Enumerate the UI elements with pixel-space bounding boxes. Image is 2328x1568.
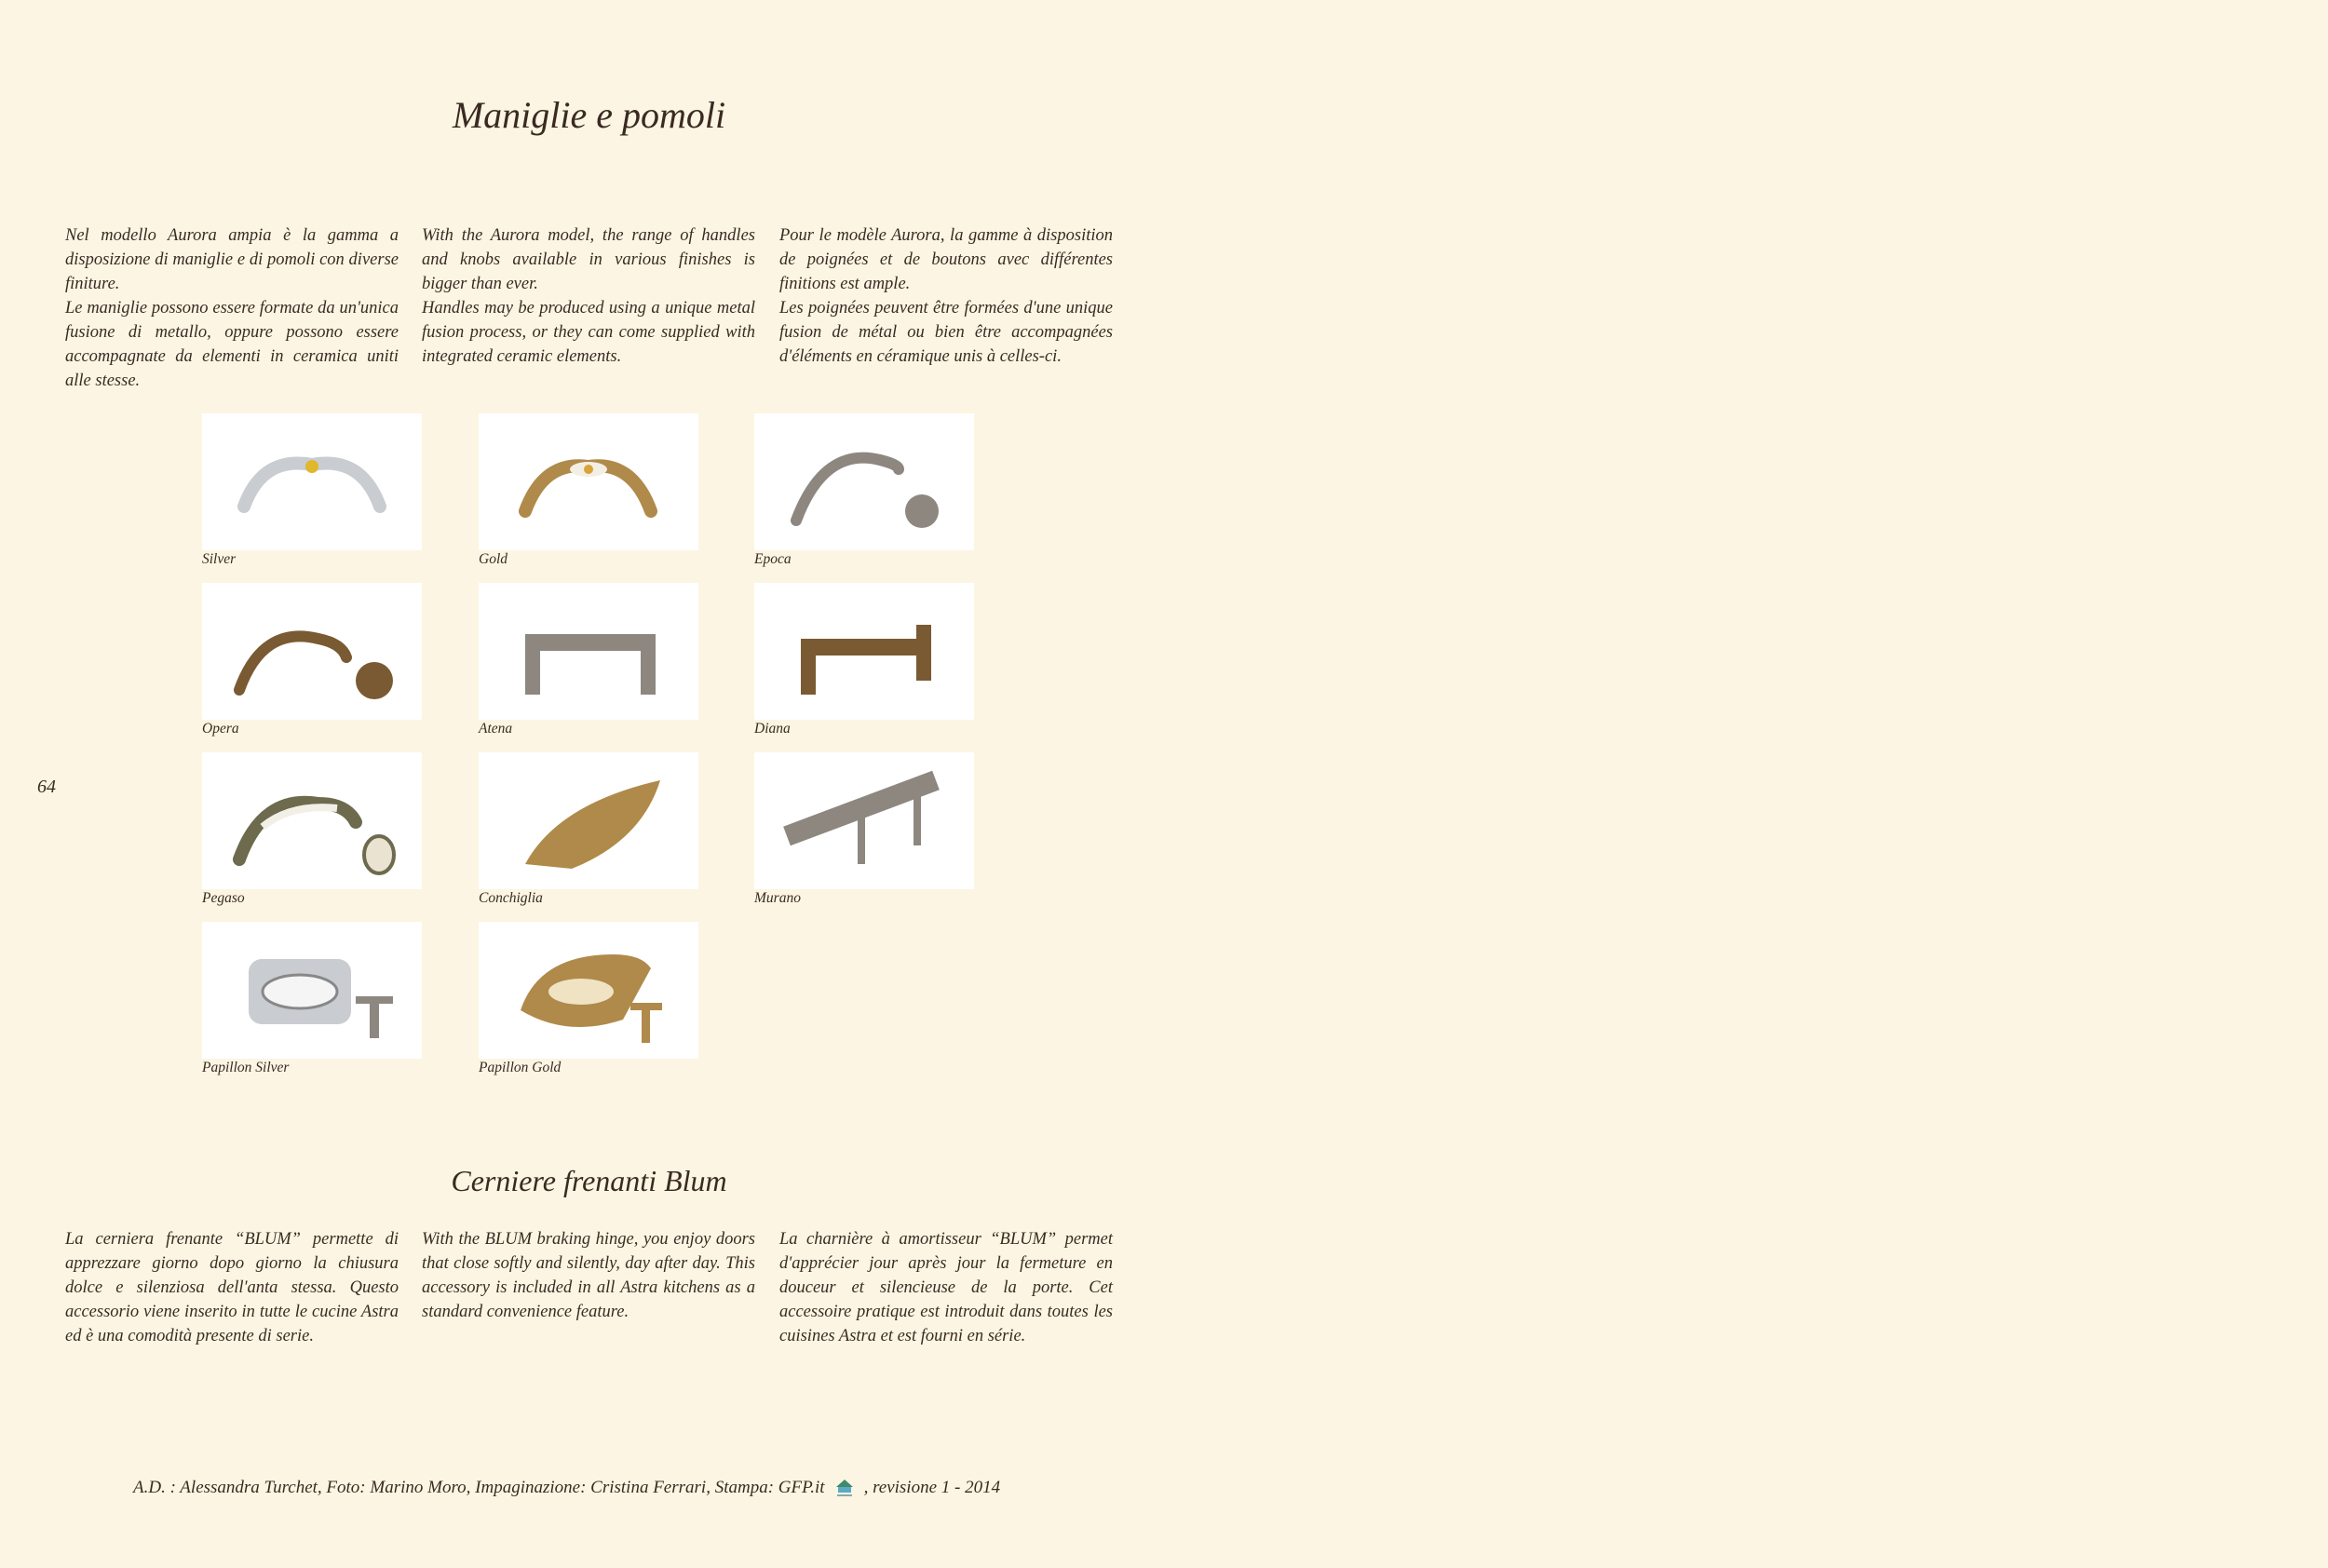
handle-photo-conchiglia <box>479 752 698 889</box>
handle-caption-gold: Gold <box>479 551 508 567</box>
intro-italian-p2: Le maniglie possono essere formate da un'unica fusione di metallo, oppure possono essere accompagnate da elementi in ceramica uniti alle stesse. <box>65 299 399 390</box>
handle-image <box>207 588 417 715</box>
handle-caption-opera: Opera <box>202 721 239 737</box>
credits-text: A.D. : Alessandra Turchet, Foto: Marino Moro, Impaginazione: Cristina Ferrari, Stampa: GFP.it <box>133 1478 825 1497</box>
intro-english <box>422 223 755 369</box>
handle-photo-diana <box>754 583 974 720</box>
handle-photo-epoca <box>754 413 974 550</box>
page-number: 64 <box>37 777 56 797</box>
handle-image <box>483 418 694 546</box>
handle-photo-papillon-gold <box>479 922 698 1059</box>
handle-image <box>759 757 969 885</box>
intro-english-p1: With the Aurora model, the range of handles and knobs available in various finishes is bigger than ever. <box>422 226 755 293</box>
handle-image <box>759 588 969 715</box>
handle-photo-opera <box>202 583 422 720</box>
handle-image <box>483 588 694 715</box>
handle-image <box>759 418 969 546</box>
intro-french-p1: Pour le modèle Aurora, la gamme à disposition de poignées et de boutons avec différentes finitions est ample. <box>779 226 1113 293</box>
handle-photo-gold <box>479 413 698 550</box>
handle-photo-silver <box>202 413 422 550</box>
handle-caption-papillon-silver: Papillon Silver <box>202 1060 290 1075</box>
intro-english-p2: Handles may be produced using a unique metal fusion process, or they can come supplied with integrated ceramic elements. <box>422 299 755 366</box>
handle-caption-silver: Silver <box>202 551 237 567</box>
handle-image <box>207 418 417 546</box>
intro-french <box>779 223 1113 369</box>
handle-photo-pegaso <box>202 752 422 889</box>
credits-revision: , revisione 1 - 2014 <box>863 1478 1001 1497</box>
handle-photo-murano <box>754 752 974 889</box>
handle-image <box>207 926 417 1054</box>
handle-image <box>483 926 694 1054</box>
handle-caption-atena: Atena <box>479 721 513 737</box>
handle-image <box>483 757 694 885</box>
intro-italian <box>65 223 399 393</box>
handle-image <box>207 757 417 885</box>
handle-caption-papillon-gold: Papillon Gold <box>479 1060 562 1075</box>
credits-line <box>133 1476 1000 1500</box>
hinges-title: Cerniere frenanti Blum <box>451 1164 727 1197</box>
intro-french-p2: Les poignées peuvent être formées d'une unique fusion de métal ou bien être accompagnées d'éléments en céramique unis à celles-ci. <box>779 299 1113 366</box>
handle-caption-pegaso: Pegaso <box>202 890 245 906</box>
handle-caption-diana: Diana <box>754 721 791 737</box>
intro-italian-p1: Nel modello Aurora ampia è la gamma a disposizione di maniglie e di pomoli con diverse finiture. <box>65 226 399 293</box>
printer-logo-icon <box>832 1476 857 1500</box>
hinges-french: La charnière à amortisseur “BLUM” permet d'apprécier jour après jour la fermeture en douceur et silencieuse de la porte. Cet accessoire pratique est introduit dans toutes les cuisines Astra et est fourni en série. <box>779 1230 1113 1345</box>
handle-caption-epoca: Epoca <box>754 551 792 567</box>
hinges-english: With the BLUM braking hinge, you enjoy doors that close softly and silently, day after day. This accessory is included in all Astra kitchens as a standard convenience feature. <box>422 1230 755 1321</box>
handle-photo-atena <box>479 583 698 720</box>
handle-caption-conchiglia: Conchiglia <box>479 890 543 906</box>
handle-photo-papillon-silver <box>202 922 422 1059</box>
hinges-italian: La cerniera frenante “BLUM” permette di apprezzare giorno dopo giorno la chiusura dolce e silenziosa dell'anta stessa. Questo accessorio viene inserito in tutte le cucine Astra ed è una comodità presente di serie. <box>65 1230 399 1345</box>
handle-caption-murano: Murano <box>754 890 801 906</box>
page-title: Maniglie e pomoli <box>452 94 726 136</box>
